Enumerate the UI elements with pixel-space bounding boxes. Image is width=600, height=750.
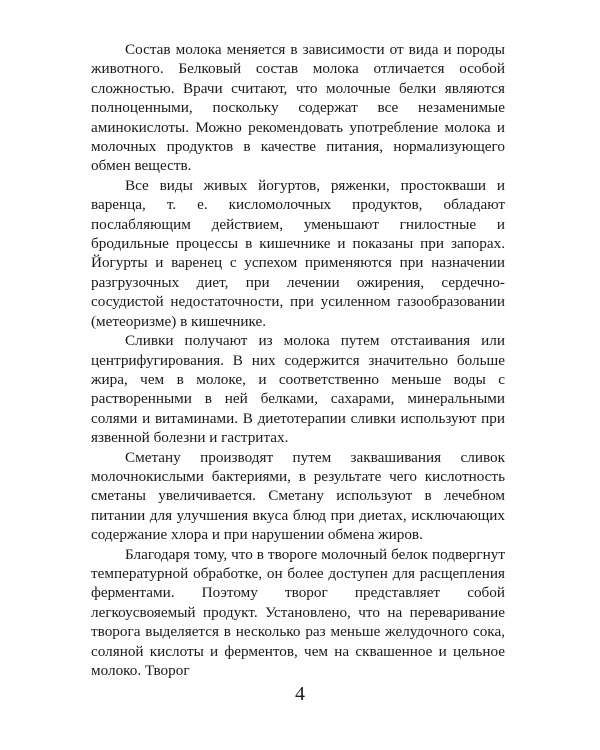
- paragraph-cottage-cheese: Благодаря тому, что в твороге молочный белок подвергнут температурной обработке, он более доступен для расщепления ферментами. Поэтому творог представляет собой легкоусвояемый продукт. Установлено, что на переваривание творога выделяется в несколько раз меньше желудочного сока, соляной кислоты и ферментов, чем на сквашенное и цельное молоко. Творог: [91, 545, 505, 679]
- paragraph-milk-composition: Состав молока меняется в зависимости от вида и породы животного. Белковый состав молока отличается особой сложностью. Врачи считают, что молочные белки являются полноценными, поскольку содержат все незаменимые аминокислоты. Можно рекомендовать употребление молока и молочных продуктов в качестве питания, нормализующего обмен веществ.: [91, 41, 505, 175]
- paragraph-yogurts: Все виды живых йогуртов, ряженки, простокваши и варенца, т. е. кисломолочных продуктов, обладают послабляющим действием, уменьшают гнилостные и бродильные процессы в кишечнике и показаны при запорах. Йогурты и варенец с успехом применяются при назначении разгрузочных диет, при лечении ожирения, сердечно-сосудистой недостаточности, при усиленном газообразовании (метеоризме) в кишечнике.: [91, 176, 505, 330]
- body-text: [91, 40, 505, 680]
- paragraph-cream: Сливки получают из молока путем отстаивания или центрифугирования. В них содержится значительно больше жира, чем в молоке, и соответственно меньше воды с растворенными в ней белками, сахарами, минеральными солями и витаминами. В диетотерапии сливки используют при язвенной болезни и гастритах.: [91, 332, 505, 447]
- page-number: 4: [295, 683, 305, 705]
- paragraph-sour-cream: Сметану производят путем заквашивания сливок молочнокислыми бактериями, в результате чего кислотность сметаны увеличивается. Сметану используют в лечебном питании для улучшения вкуса блюд при диетах, исключающих содержание хлора и при нарушении обмена жиров.: [91, 448, 505, 544]
